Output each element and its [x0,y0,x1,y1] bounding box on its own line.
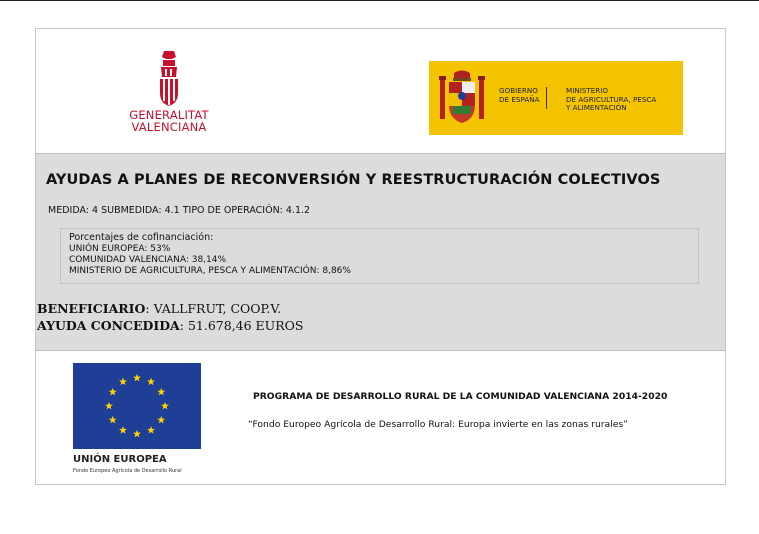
granted-aid-line [37,317,303,334]
generalitat-wordmark [122,109,216,133]
generalitat-line-1: GENERALITAT [129,108,209,122]
gobierno-text [499,87,547,109]
gobierno-line-1: GOBIERNO [499,86,538,95]
top-border-line [0,0,759,1]
plaque-panel [35,28,726,485]
gobierno-espana-logo [429,61,683,135]
spain-coat-of-arms-icon [438,69,486,127]
beneficiary-label: BENEFICIARIO [37,301,146,316]
generalitat-valenciana-logo [122,49,216,139]
ministerio-line-3: Y ALIMENTACIÓN [566,103,627,112]
ministerio-line-1: MINISTERIO [566,86,609,95]
ministerio-text [566,87,656,113]
ministerio-line-2: DE AGRICULTURA, PESCA [566,94,657,104]
cofinancing-item: UNIÓN EUROPEA: 53% [69,243,171,254]
generalitat-line-2: VALENCIANA [131,120,207,134]
measure-line: MEDIDA: 4 SUBMEDIDA: 4.1 TIPO DE OPERACIÓN: 4.1.2 [48,205,311,216]
cofinancing-item: MINISTERIO DE AGRICULTURA, PESCA Y ALIMENTACIÓN: 8,86% [69,265,351,276]
granted-aid-value: : 51.678,46 EUROS [179,318,304,333]
aid-info-band [36,153,725,351]
logo-header [36,29,725,153]
program-motto: “Fondo Europeo Agrícola de Desarrollo Rural: Europa invierte en las zonas rurales” [248,419,628,430]
granted-aid-label: AYUDA CONCEDIDA [37,318,180,333]
eu-subtitle: Fondo Europeo Agrícola de Desarrollo Rural [73,468,182,474]
cofinancing-header: Porcentajes de cofinanciación: [69,232,214,243]
beneficiary-block [37,300,303,334]
eu-flag-icon [73,363,201,449]
cofinancing-item: COMUNIDAD VALENCIANA: 38,14% [69,254,227,265]
eu-title: UNIÓN EUROPEA [73,454,167,465]
cofinancing-box [60,228,699,284]
gobierno-line-2: DE ESPAÑA [499,94,540,104]
generalitat-emblem-icon [155,49,183,107]
beneficiary-line [37,300,303,317]
beneficiary-value: : VALLFRUT, COOP.V. [145,301,282,316]
program-title: PROGRAMA DE DESARROLLO RURAL DE LA COMUNIDAD VALENCIANA 2014-2020 [253,391,668,402]
aid-title: AYUDAS A PLANES DE RECONVERSIÓN Y REESTRUCTURACIÓN COLECTIVOS [46,172,661,188]
